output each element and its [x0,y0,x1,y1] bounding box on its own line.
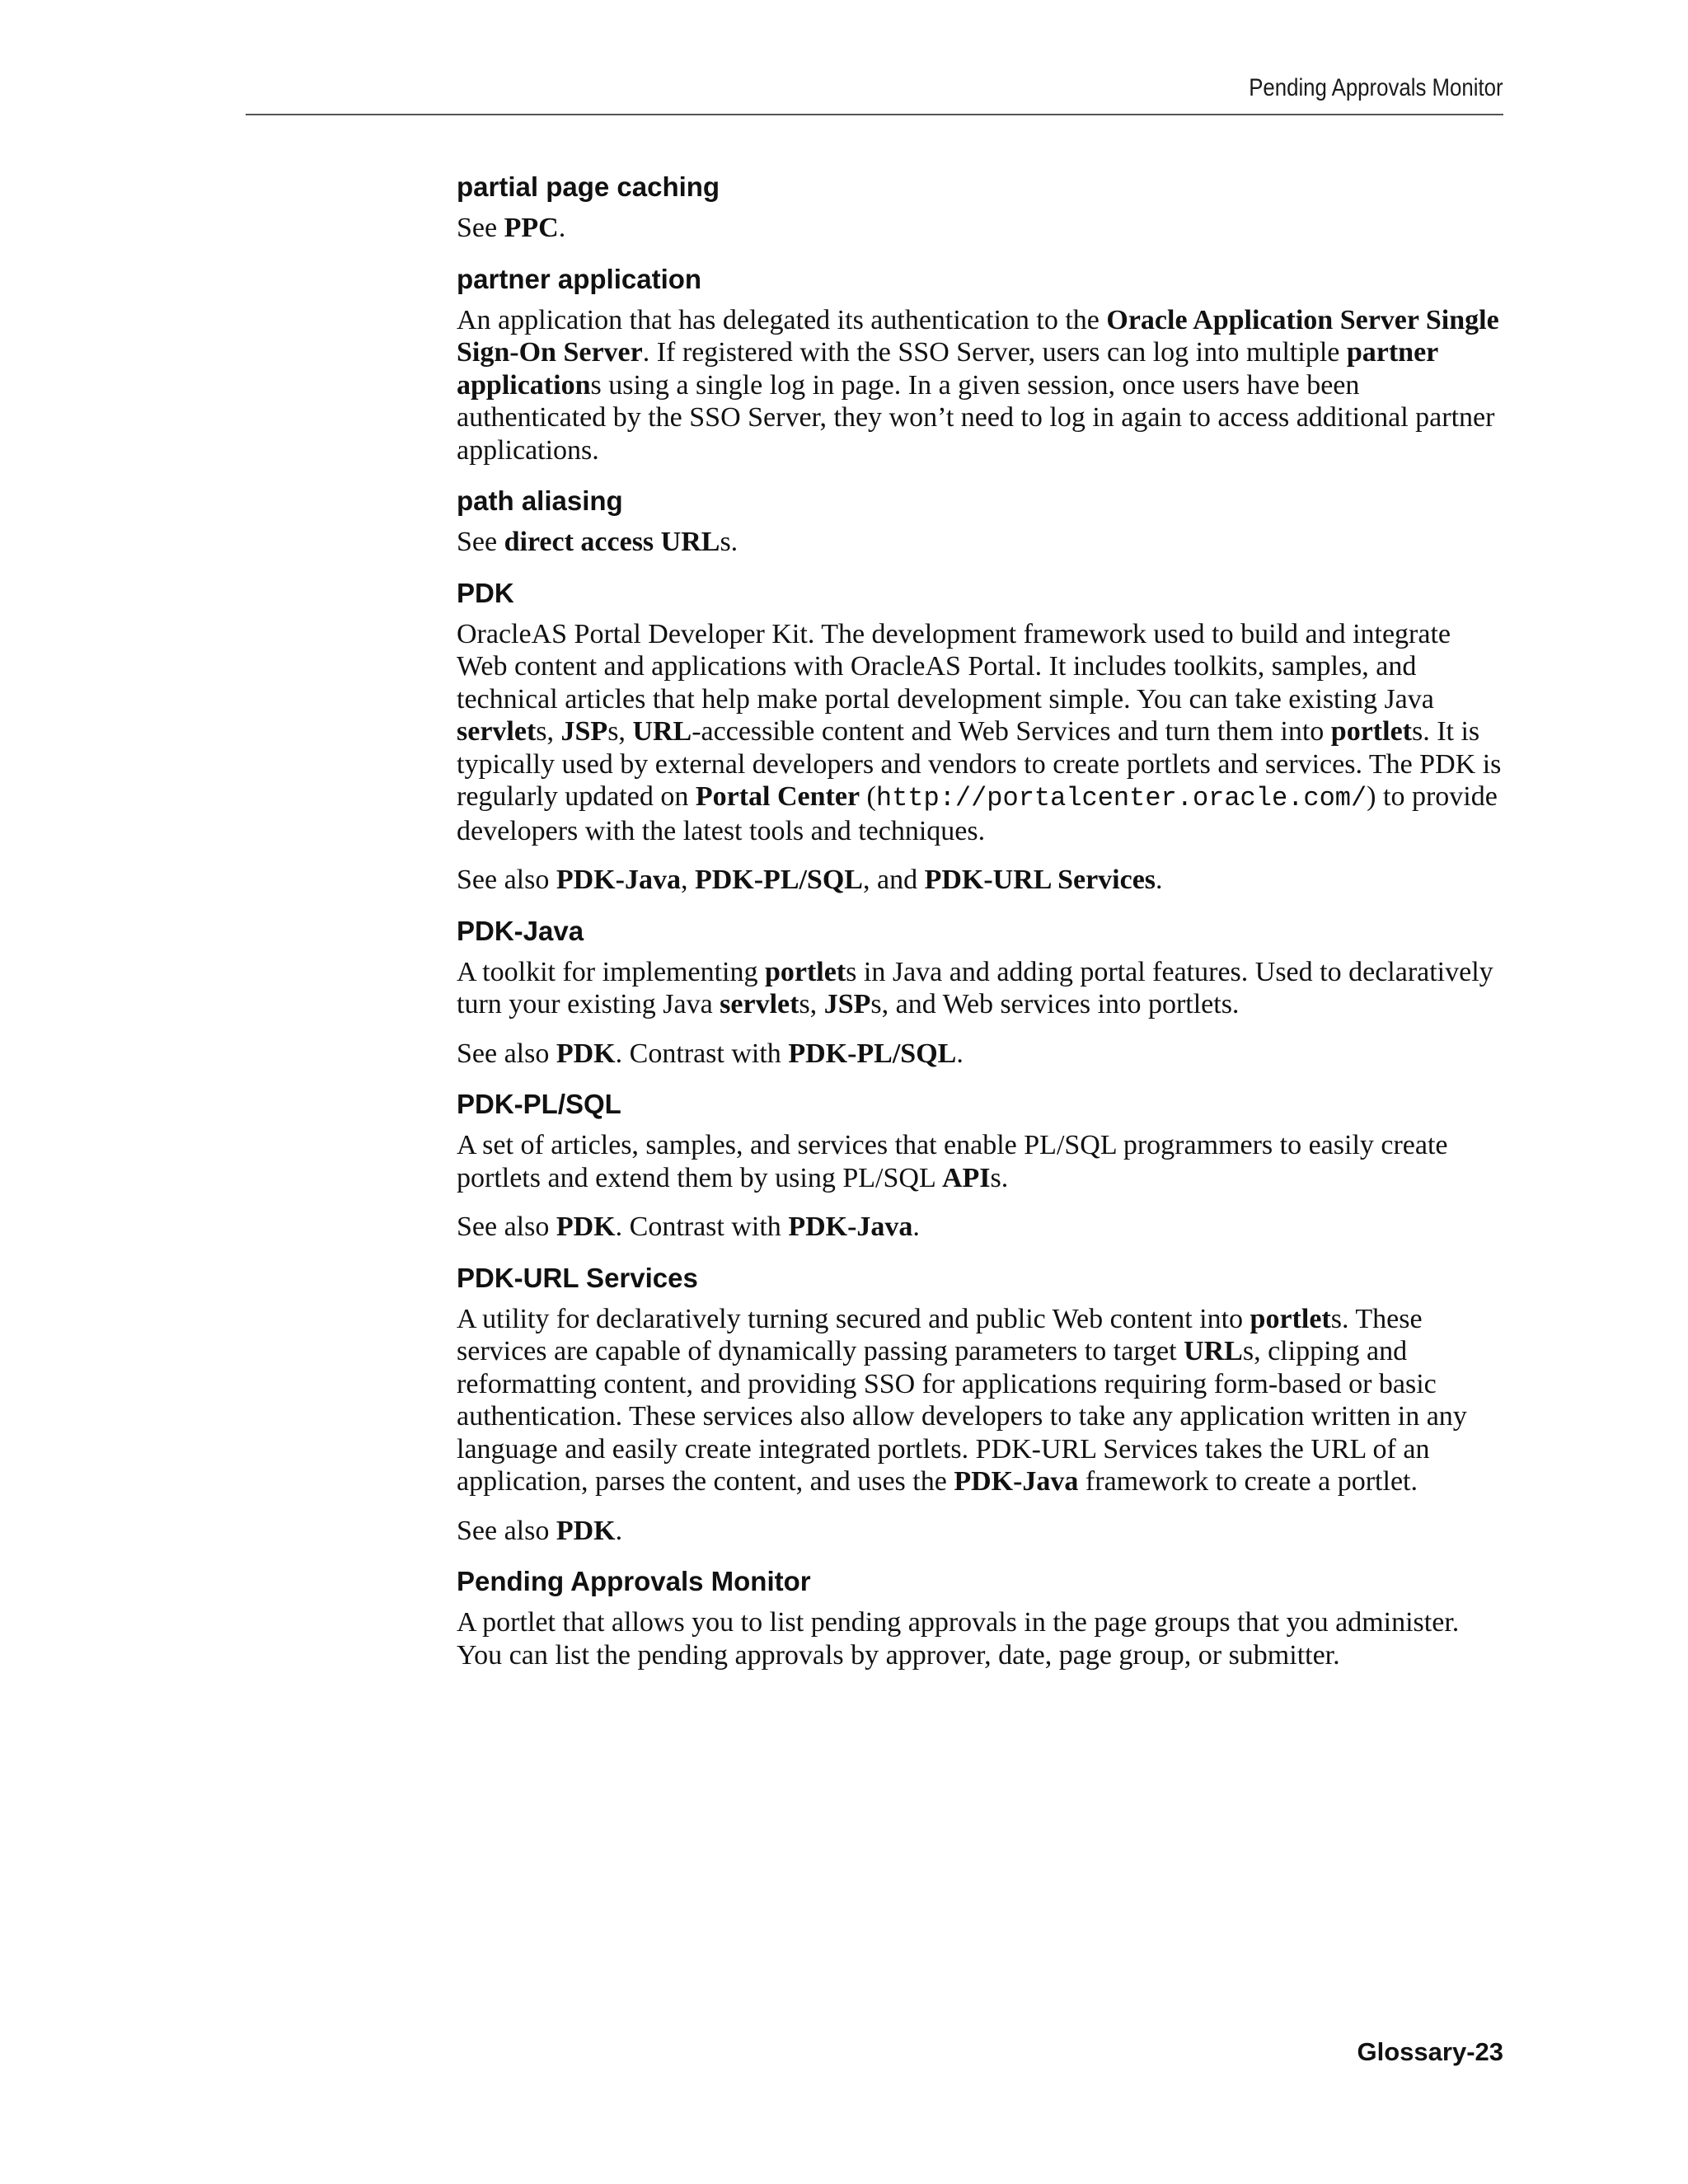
text-run: An application that has delegated its authentication to the [457,304,1107,335]
entry-definition [457,304,1503,467]
cross-reference-term: URL [1184,1336,1243,1366]
text-run: See also [457,865,556,895]
cross-reference-term: PDK-URL Services [924,865,1156,895]
text-run: . Contrast with [615,1212,789,1242]
text-run: s, [799,989,824,1019]
running-header [246,73,1503,115]
cross-reference-term: API [941,1162,991,1193]
text-run: . [558,213,566,243]
text-run: , [680,865,695,895]
cross-reference-term: direct access URL [504,527,720,557]
text-run: . [1156,865,1163,895]
cross-reference-term: PDK-Java [556,865,681,895]
cross-reference-term: servlet [720,989,799,1019]
see-also [457,1038,1503,1071]
glossary-entry [457,1086,1503,1244]
entry-definition [457,956,1503,1021]
cross-reference-term: URL [632,716,692,747]
entry-definition [457,526,1503,559]
glossary-entry [457,575,1503,897]
text-run: s, [607,716,633,747]
text-run: , and [862,865,925,895]
cross-reference-term: portlet [1330,716,1412,747]
text-run: See [457,527,504,557]
cross-reference-term: servlet [457,716,537,747]
text-run: s, and Web services into portlets. [870,989,1240,1019]
text-run: See [457,213,504,243]
entry-definition [457,1129,1503,1194]
text-run: See also [457,1212,556,1242]
text-run: s. These services are capable of dynamically passing parameters to target [457,1303,1423,1366]
entry-term: PDK-PL/SQL [457,1089,621,1119]
cross-reference-term: PDK-Java [788,1212,913,1242]
cross-reference-term: Oracle Application Server Single Sign-On Server [457,304,1499,368]
see-also [457,1515,1503,1548]
glossary-entry [457,261,1503,467]
glossary-content [457,169,1503,1688]
entry-definition [457,1303,1503,1498]
text-run: framework to create a portlet. [1078,1466,1418,1497]
text-run: s, clipping and reformatting content, and providing SSO for applications requiring form-based or basic authentication. These services also allow developers to take any application written in any language and easily create integrated portlets. PDK-URL Services takes the URL of an application, parses the content, and uses the [457,1336,1467,1497]
see-also [457,864,1503,897]
text-run: . If registered with the SSO Server, users can log into multiple [642,337,1347,368]
entry-definition [457,1606,1503,1671]
entry-definition [457,618,1503,848]
entry-term: partner application [457,263,702,294]
see-also [457,1211,1503,1244]
cross-reference-term: portlet [764,956,846,987]
text-run: See also [457,1038,556,1069]
page-number: Glossary-23 [1357,2037,1503,2066]
text-run: . [956,1038,964,1069]
entry-term: PDK-URL Services [457,1262,698,1293]
text-run: s using a single log in page. In a given session, once users have been authenticated by the SSO Server, they won’t need to log in again to access additional partner applications. [457,369,1495,466]
text-run: s. [720,527,738,557]
entry-term: PDK-Java [457,915,584,946]
cross-reference-term: PDK-PL/SQL [788,1038,957,1069]
cross-reference-term: partner application [457,337,1438,401]
entry-term: path aliasing [457,485,623,516]
glossary-entry [457,483,1503,559]
text-run: . [615,1515,623,1546]
glossary-entry [457,913,1503,1071]
cross-reference-term: Portal Center [695,781,860,812]
text-run: A utility for declaratively turning secured and public Web content into [457,1303,1250,1334]
glossary-entry [457,169,1503,245]
text-run: OracleAS Portal Developer Kit. The development framework used to build and integrate Web content and applications with OracleAS Portal. It includes toolkits, samples, and technical articles that help make portal development simple. You can take existing Java [457,618,1451,715]
cross-reference-term: PDK-Java [954,1466,1079,1497]
text-run: s, [536,716,561,747]
cross-reference-term: portlet [1250,1303,1331,1334]
text-run: s in Java and adding portal features. Used to declaratively turn your existing Java [457,956,1493,1019]
cross-reference-term: PDK [556,1212,616,1242]
text-run: ( [860,781,876,812]
cross-reference-term: JSP [560,716,608,747]
text-run: -accessible content and Web Services and turn them into [692,716,1331,747]
text-run: . [912,1212,920,1242]
entry-term: partial page caching [457,171,720,202]
cross-reference-term: JSP [823,989,871,1019]
portal-center-url: http://portalcenter.oracle.com/ [875,783,1367,813]
text-run: ) to provide developers with the latest tools and techniques. [457,781,1498,846]
cross-reference-term: PPC [504,213,559,243]
text-run: s. [990,1162,1009,1193]
text-run: See also [457,1515,556,1546]
cross-reference-term: PDK [556,1038,616,1069]
entry-definition [457,212,1503,245]
glossary-entry [457,1563,1503,1671]
entry-term: PDK [457,577,514,608]
text-run: A portlet that allows you to list pending approvals in the page groups that you administer. You can list the pending approvals by approver, date, page group, or submitter. [457,1607,1460,1671]
glossary-entry [457,1260,1503,1548]
text-run: . Contrast with [615,1038,789,1069]
text-run: A set of articles, samples, and services that enable PL/SQL programmers to easily create portlets and extend them by using PL/SQL [457,1130,1448,1193]
entry-term: Pending Approvals Monitor [457,1566,811,1596]
cross-reference-term: PDK-PL/SQL [694,865,863,895]
running-header-title: Pending Approvals Monitor [1249,74,1503,101]
cross-reference-term: PDK [556,1515,616,1546]
text-run: s. It is typically used by external developers and vendors to create portlets and services. The PDK is regularly updated on [457,716,1502,812]
text-run: A toolkit for implementing [457,956,765,987]
